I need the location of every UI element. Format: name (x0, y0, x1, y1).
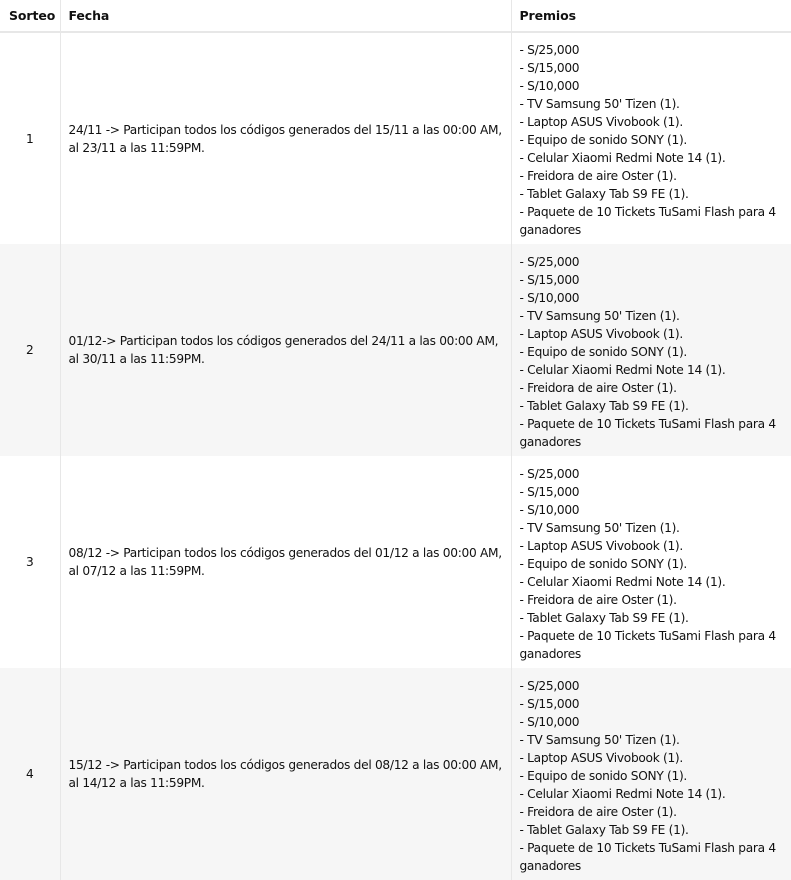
prize-item: - Paquete de 10 Tickets TuSami Flash para 4 ganadores (520, 627, 791, 663)
prize-item: - S/10,000 (520, 501, 791, 519)
prize-item: - S/25,000 (520, 465, 791, 483)
prize-item: - S/25,000 (520, 41, 791, 59)
table-row (0, 32, 791, 244)
prize-item: - Paquete de 10 Tickets TuSami Flash para 4 ganadores (520, 839, 791, 875)
cell-fecha: 24/11 -> Participan todos los códigos generados del 15/11 a las 00:00 AM, al 23/11 a las 11:59PM. (60, 32, 511, 244)
prize-item: - Tablet Galaxy Tab S9 FE (1). (520, 397, 791, 415)
prize-list (520, 677, 791, 875)
table-row (0, 456, 791, 668)
prize-item: - Paquete de 10 Tickets TuSami Flash para 4 ganadores (520, 203, 791, 239)
prize-item: - Laptop ASUS Vivobook (1). (520, 749, 791, 767)
prize-item: - Equipo de sonido SONY (1). (520, 767, 791, 785)
cell-premios (511, 32, 791, 244)
cell-sorteo: 4 (0, 668, 60, 880)
prize-item: - S/15,000 (520, 271, 791, 289)
header-fecha: Fecha (60, 0, 511, 32)
prize-item: - S/15,000 (520, 695, 791, 713)
prize-list (520, 41, 791, 239)
prize-item: - Tablet Galaxy Tab S9 FE (1). (520, 821, 791, 839)
cell-fecha: 15/12 -> Participan todos los códigos generados del 08/12 a las 00:00 AM, al 14/12 a las 11:59PM. (60, 668, 511, 880)
header-sorteo: Sorteo (0, 0, 60, 32)
header-row (0, 0, 791, 32)
prize-item: - S/10,000 (520, 713, 791, 731)
prize-item: - S/25,000 (520, 253, 791, 271)
cell-sorteo: 2 (0, 244, 60, 456)
cell-premios (511, 456, 791, 668)
prize-item: - Laptop ASUS Vivobook (1). (520, 325, 791, 343)
table-body (0, 32, 791, 880)
prize-item: - S/15,000 (520, 483, 791, 501)
prize-item: - S/25,000 (520, 677, 791, 695)
cell-premios (511, 244, 791, 456)
prize-list (520, 253, 791, 451)
prize-item: - Equipo de sonido SONY (1). (520, 131, 791, 149)
table-header (0, 0, 791, 32)
prize-item: - S/10,000 (520, 77, 791, 95)
cell-premios (511, 668, 791, 880)
prize-item: - TV Samsung 50' Tizen (1). (520, 731, 791, 749)
prize-item: - Laptop ASUS Vivobook (1). (520, 537, 791, 555)
prize-item: - TV Samsung 50' Tizen (1). (520, 307, 791, 325)
table-row (0, 668, 791, 880)
cell-sorteo: 3 (0, 456, 60, 668)
prize-item: - TV Samsung 50' Tizen (1). (520, 95, 791, 113)
cell-sorteo: 1 (0, 32, 60, 244)
table-row (0, 244, 791, 456)
prize-item: - Celular Xiaomi Redmi Note 14 (1). (520, 785, 791, 803)
cell-fecha: 01/12-> Participan todos los códigos generados del 24/11 a las 00:00 AM, al 30/11 a las 11:59PM. (60, 244, 511, 456)
prize-item: - Freidora de aire Oster (1). (520, 379, 791, 397)
header-premios: Premios (511, 0, 791, 32)
prize-item: - Celular Xiaomi Redmi Note 14 (1). (520, 361, 791, 379)
prize-item: - Freidora de aire Oster (1). (520, 803, 791, 821)
prize-list (520, 465, 791, 663)
prize-item: - S/15,000 (520, 59, 791, 77)
prize-item: - Tablet Galaxy Tab S9 FE (1). (520, 609, 791, 627)
prize-item: - Celular Xiaomi Redmi Note 14 (1). (520, 573, 791, 591)
prize-item: - Freidora de aire Oster (1). (520, 591, 791, 609)
prize-item: - Celular Xiaomi Redmi Note 14 (1). (520, 149, 791, 167)
cell-fecha: 08/12 -> Participan todos los códigos generados del 01/12 a las 00:00 AM, al 07/12 a las 11:59PM. (60, 456, 511, 668)
prize-item: - Equipo de sonido SONY (1). (520, 555, 791, 573)
prize-item: - Laptop ASUS Vivobook (1). (520, 113, 791, 131)
prize-item: - Tablet Galaxy Tab S9 FE (1). (520, 185, 791, 203)
prize-item: - Paquete de 10 Tickets TuSami Flash para 4 ganadores (520, 415, 791, 451)
prize-item: - TV Samsung 50' Tizen (1). (520, 519, 791, 537)
prize-item: - S/10,000 (520, 289, 791, 307)
prize-item: - Equipo de sonido SONY (1). (520, 343, 791, 361)
prize-item: - Freidora de aire Oster (1). (520, 167, 791, 185)
